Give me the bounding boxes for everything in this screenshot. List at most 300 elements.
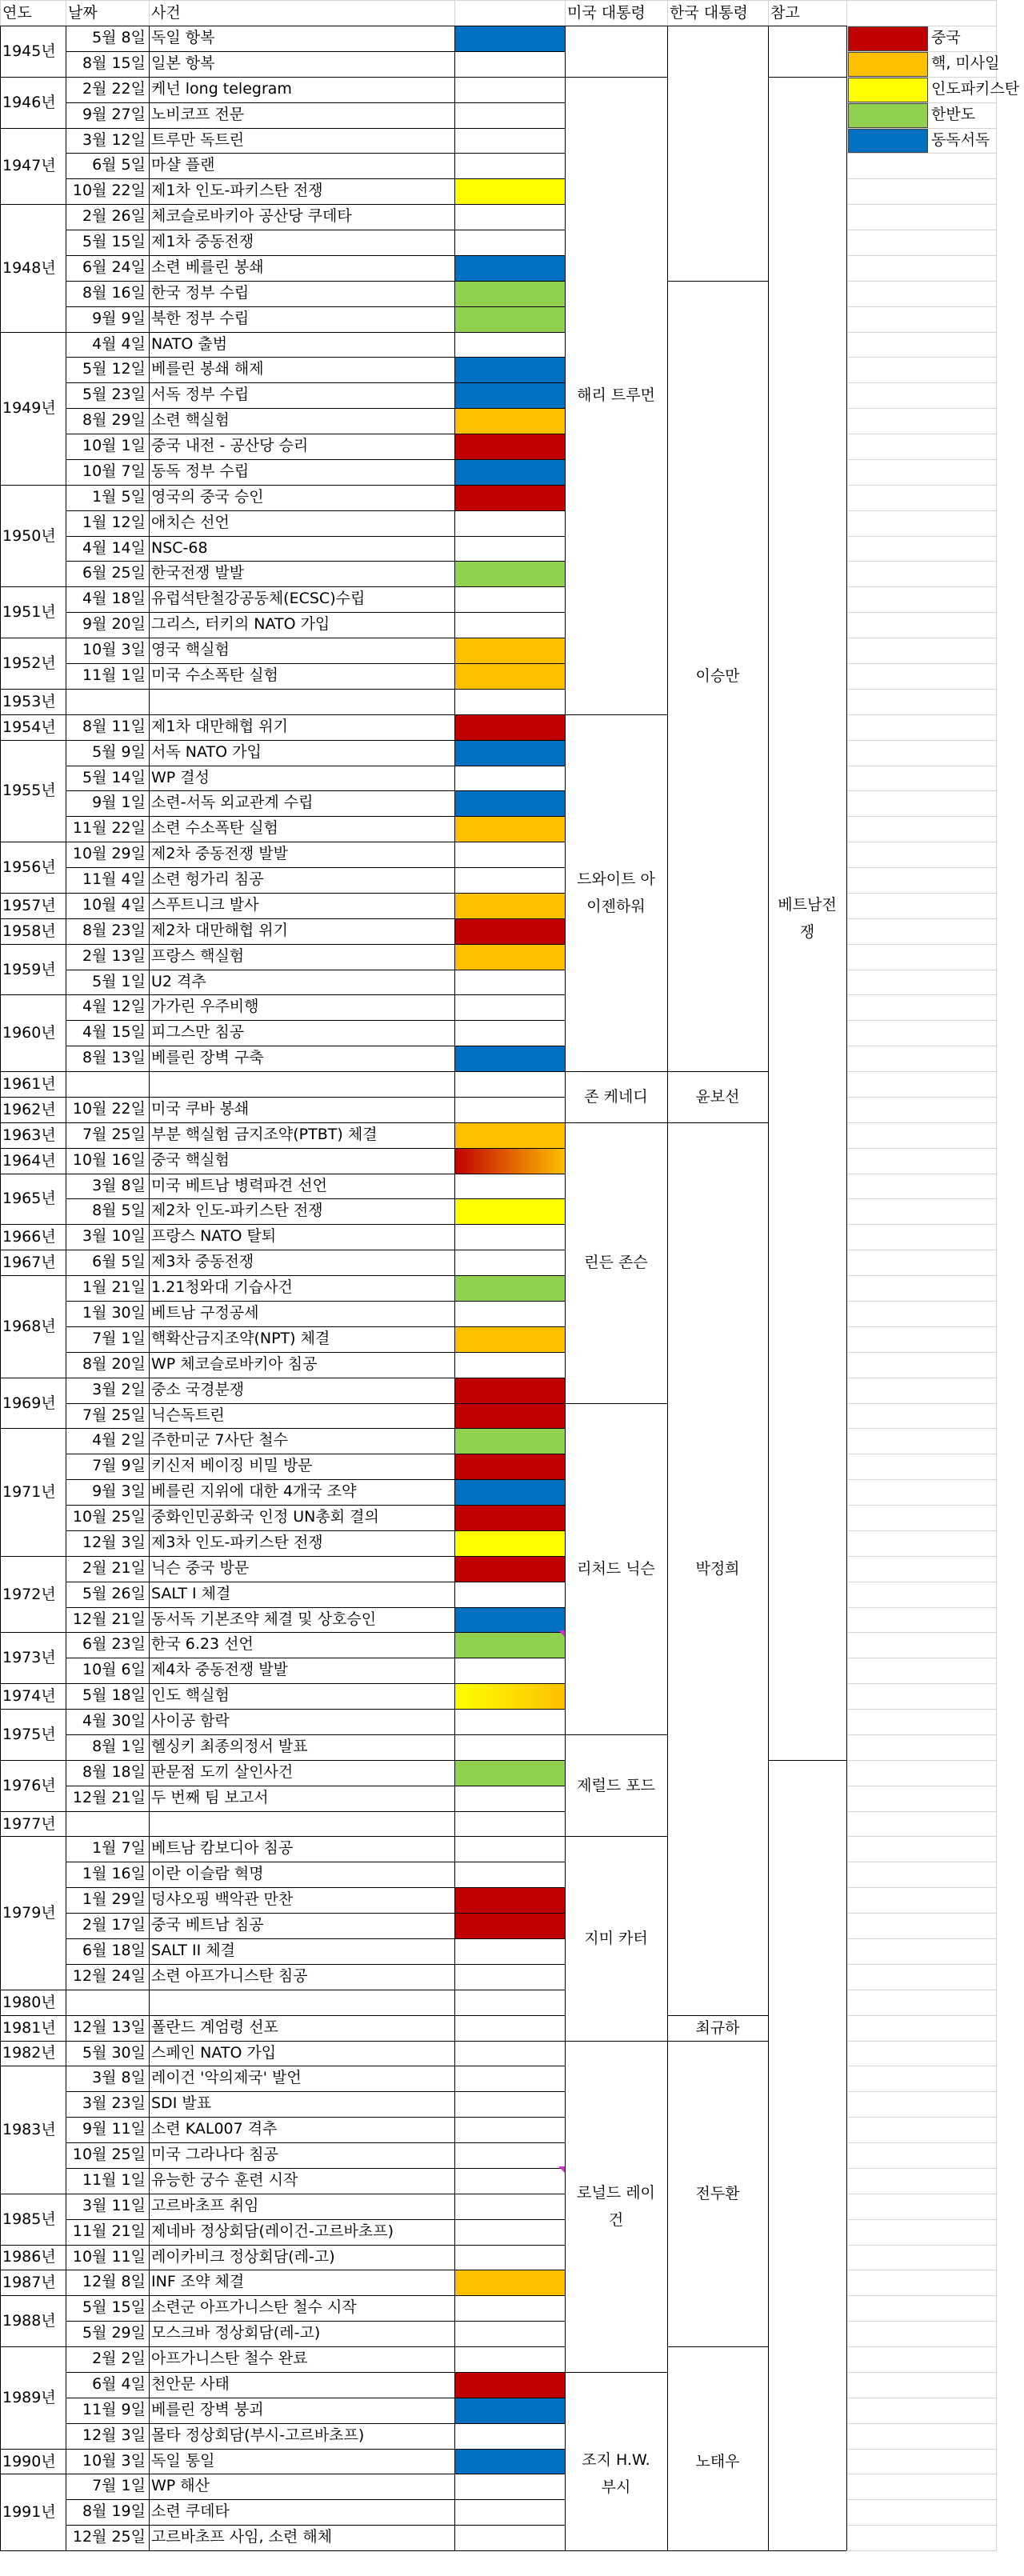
date-cell[interactable]: 3월 11일 [82, 2196, 146, 2214]
category-color-cell[interactable] [454, 1020, 565, 1046]
category-color-cell[interactable] [454, 689, 565, 714]
event-cell[interactable]: 제네바 정상회담(레이건-고르바초프) [151, 2222, 394, 2240]
event-cell[interactable]: 프랑스 핵실험 [151, 946, 245, 965]
year-cell[interactable]: 1982년 [2, 2044, 56, 2062]
event-cell[interactable]: 미국 베트남 병력파견 선언 [151, 1176, 328, 1194]
year-cell[interactable]: 1986년 [2, 2248, 56, 2266]
year-cell[interactable]: 1965년 [2, 1190, 56, 1208]
comment-marker-icon[interactable] [558, 2166, 565, 2173]
year-cell[interactable]: 1966년 [2, 1228, 56, 1246]
year-cell[interactable]: 1983년 [2, 2121, 56, 2139]
date-cell[interactable]: 12월 21일 [72, 1610, 146, 1628]
date-cell[interactable]: 7월 1일 [92, 2477, 146, 2495]
date-cell[interactable]: 4월 12일 [82, 998, 146, 1016]
category-color-cell[interactable] [454, 2295, 565, 2321]
category-color-cell[interactable] [454, 740, 565, 766]
event-cell[interactable]: 고르바초프 취임 [151, 2196, 259, 2214]
category-color-cell[interactable] [454, 2091, 565, 2117]
year-cell[interactable]: 1946년 [2, 93, 56, 111]
category-color-cell[interactable] [454, 1530, 565, 1556]
event-cell[interactable]: 제2차 대만해협 위기 [151, 921, 288, 939]
date-cell[interactable]: 1월 5일 [92, 487, 146, 506]
category-color-cell[interactable] [454, 536, 565, 562]
date-cell[interactable]: 5월 1일 [92, 972, 146, 990]
event-cell[interactable]: 한국 6.23 선언 [151, 1635, 254, 1654]
year-cell[interactable]: 1952년 [2, 654, 56, 672]
category-color-cell[interactable] [454, 2142, 565, 2168]
kr-president-cell[interactable]: 윤보선 [695, 1087, 740, 1106]
event-cell[interactable]: 프랑스 NATO 탈퇴 [151, 1227, 277, 1246]
category-color-cell[interactable] [454, 357, 565, 382]
year-cell[interactable]: 1976년 [2, 1776, 56, 1794]
event-cell[interactable]: NATO 출범 [151, 334, 228, 353]
category-color-cell[interactable] [454, 2117, 565, 2142]
category-color-cell[interactable] [454, 1582, 565, 1607]
column-header-note[interactable]: 참고 [768, 0, 846, 26]
year-cell[interactable]: 1945년 [2, 42, 56, 60]
date-cell[interactable]: 1월 29일 [82, 1890, 146, 1909]
event-cell[interactable]: 제3차 중동전쟁 [151, 1253, 254, 1271]
category-color-cell[interactable] [454, 2449, 565, 2474]
date-cell[interactable]: 5월 14일 [82, 768, 146, 786]
event-cell[interactable]: 덩샤오핑 백악관 만찬 [151, 1890, 294, 1909]
event-cell[interactable]: 닉슨독트린 [151, 1406, 225, 1424]
event-cell[interactable]: 몰타 정상회담(부시-고르바초프) [151, 2426, 365, 2444]
date-cell[interactable]: 5월 15일 [82, 2298, 146, 2317]
date-cell[interactable]: 9월 11일 [82, 2120, 146, 2138]
event-cell[interactable]: 제3차 인도-파키스탄 전쟁 [151, 1533, 323, 1551]
date-cell[interactable]: 11월 1일 [82, 666, 146, 684]
date-cell[interactable]: 8월 11일 [82, 717, 146, 735]
note-cell[interactable] [768, 1760, 846, 2576]
category-color-cell[interactable] [454, 510, 565, 536]
category-color-cell[interactable] [454, 1352, 565, 1378]
category-color-cell[interactable] [454, 842, 565, 867]
date-cell[interactable]: 12월 3일 [82, 1533, 146, 1551]
date-cell[interactable]: 10월 3일 [82, 641, 146, 659]
event-cell[interactable]: 베를린 장벽 구축 [151, 1049, 264, 1067]
date-cell[interactable]: 5월 9일 [92, 742, 146, 761]
category-color-cell[interactable] [454, 1760, 565, 1786]
date-cell[interactable]: 7월 25일 [82, 1406, 146, 1424]
column-header-event[interactable]: 사건 [149, 0, 454, 26]
event-cell[interactable]: 소련 헝가리 침공 [151, 870, 264, 889]
category-color-cell[interactable] [454, 2372, 565, 2398]
category-color-cell[interactable] [454, 2015, 565, 2041]
category-color-cell[interactable] [454, 638, 565, 663]
category-color-cell[interactable] [454, 1786, 565, 1811]
event-cell[interactable]: 소련-서독 외교관계 수립 [151, 794, 314, 812]
event-cell[interactable]: 사이공 함락 [151, 1712, 230, 1730]
category-color-cell[interactable] [454, 204, 565, 230]
category-color-cell[interactable] [454, 612, 565, 638]
event-cell[interactable]: NSC-68 [151, 538, 208, 557]
event-cell[interactable]: 폴란드 계엄령 선포 [151, 2018, 278, 2036]
category-color-cell[interactable] [454, 1428, 565, 1454]
event-cell[interactable]: 소련 아프가니스탄 침공 [151, 1966, 308, 1985]
event-cell[interactable]: 중화인민공화국 인정 UN총회 결의 [151, 1508, 379, 1526]
date-cell[interactable]: 8월 23일 [82, 921, 146, 939]
date-cell[interactable] [66, 689, 149, 714]
event-cell[interactable]: 레이건 '악의제국' 발언 [151, 2069, 302, 2087]
event-cell[interactable]: 베를린 봉쇄 해제 [151, 360, 264, 378]
event-cell[interactable]: SALT I 체결 [151, 1584, 231, 1602]
date-cell[interactable]: 10월 6일 [82, 1661, 146, 1679]
year-cell[interactable]: 1990년 [2, 2452, 56, 2470]
category-color-cell[interactable] [454, 1709, 565, 1734]
category-color-cell[interactable] [454, 1479, 565, 1505]
date-cell[interactable]: 8월 16일 [82, 283, 146, 302]
date-cell[interactable]: 9월 9일 [92, 309, 146, 327]
category-color-cell[interactable] [454, 2041, 565, 2066]
date-cell[interactable]: 11월 9일 [82, 2400, 146, 2418]
date-cell[interactable]: 12월 25일 [72, 2528, 146, 2546]
event-cell[interactable]: 서독 NATO 가입 [151, 742, 262, 761]
date-cell[interactable]: 10월 3일 [82, 2451, 146, 2470]
kr-president-cell[interactable]: 노태우 [695, 2452, 740, 2470]
category-color-cell[interactable] [454, 2346, 565, 2372]
year-cell[interactable]: 1954년 [2, 718, 56, 736]
date-cell[interactable]: 10월 7일 [82, 462, 146, 480]
date-cell[interactable]: 10월 22일 [72, 1099, 146, 1118]
date-cell[interactable] [66, 1071, 149, 1097]
event-cell[interactable]: 트루만 독트린 [151, 130, 245, 149]
date-cell[interactable]: 8월 5일 [92, 1202, 146, 1220]
event-cell[interactable] [149, 1811, 454, 1837]
category-color-cell[interactable] [454, 77, 565, 102]
year-cell[interactable]: 1973년 [2, 1649, 56, 1667]
event-cell[interactable]: 중국 베트남 침공 [151, 1916, 264, 1934]
event-cell[interactable]: 영국의 중국 승인 [151, 487, 264, 506]
date-cell[interactable]: 2월 17일 [82, 1916, 146, 1934]
event-cell[interactable]: 제2차 인도-파키스탄 전쟁 [151, 1202, 323, 1220]
event-cell[interactable]: 한국전쟁 발발 [151, 564, 245, 582]
us-president-cell[interactable]: 존 케네디 [584, 1087, 648, 1106]
event-cell[interactable]: INF 조약 체결 [151, 2273, 245, 2291]
us-president-cell[interactable]: 지미 카터 [584, 1929, 648, 1947]
category-color-cell[interactable] [454, 1403, 565, 1429]
event-cell[interactable]: 베를린 장벽 붕괴 [151, 2400, 264, 2418]
category-color-cell[interactable] [454, 1632, 565, 1658]
date-cell[interactable]: 11월 21일 [72, 2222, 146, 2240]
category-color-cell[interactable] [454, 1556, 565, 1582]
year-cell[interactable]: 1948년 [2, 258, 56, 277]
category-color-cell[interactable] [454, 2474, 565, 2499]
date-cell[interactable]: 4월 18일 [82, 590, 146, 608]
event-cell[interactable]: 1.21청와대 기습사건 [151, 1278, 293, 1297]
event-cell[interactable]: 소련 KAL007 격추 [151, 2120, 278, 2138]
event-cell[interactable]: WP 결성 [151, 768, 210, 786]
year-cell[interactable]: 1947년 [2, 157, 56, 175]
event-cell[interactable]: 아프가니스탄 철수 완료 [151, 2350, 308, 2368]
note-cell[interactable] [768, 26, 846, 77]
column-header-kr_pres[interactable]: 한국 대통령 [667, 0, 768, 26]
event-cell[interactable]: 애치슨 선언 [151, 513, 230, 531]
category-color-cell[interactable] [454, 2194, 565, 2219]
date-cell[interactable]: 5월 23일 [82, 386, 146, 404]
event-cell[interactable]: 영국 핵실험 [151, 641, 230, 659]
date-cell[interactable]: 6월 5일 [92, 156, 146, 174]
category-color-cell[interactable] [454, 281, 565, 306]
event-cell[interactable]: 미국 수소폭탄 실험 [151, 666, 278, 684]
category-color-cell[interactable] [454, 1938, 565, 1964]
category-color-cell[interactable] [454, 1658, 565, 1683]
date-cell[interactable]: 9월 3일 [92, 1482, 146, 1501]
date-cell[interactable]: 9월 20일 [82, 615, 146, 634]
year-cell[interactable]: 1957년 [2, 896, 56, 914]
category-color-cell[interactable] [454, 1198, 565, 1224]
event-cell[interactable]: 그리스, 터키의 NATO 가입 [151, 615, 330, 634]
year-cell[interactable]: 1964년 [2, 1151, 56, 1170]
year-cell[interactable]: 1958년 [2, 922, 56, 940]
category-color-cell[interactable] [454, 1683, 565, 1709]
us-president-cell[interactable] [565, 26, 667, 77]
category-color-cell[interactable] [454, 1505, 565, 1530]
category-color-cell[interactable] [454, 102, 565, 128]
event-cell[interactable]: 스페인 NATO 가입 [151, 2043, 277, 2062]
year-cell[interactable]: 1968년 [2, 1317, 56, 1335]
event-cell[interactable]: 가가린 우주비행 [151, 998, 259, 1016]
date-cell[interactable]: 3월 8일 [92, 2069, 146, 2087]
event-cell[interactable]: 고르바초프 사임, 소련 해체 [151, 2528, 333, 2546]
category-color-cell[interactable] [454, 332, 565, 358]
kr-president-cell[interactable]: 이승만 [695, 666, 740, 685]
date-cell[interactable]: 1월 7일 [92, 1839, 146, 1858]
event-cell[interactable]: 소련 베를린 봉쇄 [151, 258, 264, 276]
event-cell[interactable]: 소련 수소폭탄 실험 [151, 819, 278, 838]
year-cell[interactable]: 1961년 [2, 1075, 56, 1094]
event-cell[interactable]: 제1차 대만해협 위기 [151, 717, 288, 735]
year-cell[interactable]: 1971년 [2, 1483, 56, 1502]
date-cell[interactable]: 4월 4일 [92, 334, 146, 353]
date-cell[interactable]: 10월 4일 [82, 895, 146, 914]
category-color-cell[interactable] [454, 1887, 565, 1913]
event-cell[interactable]: 소련 쿠데타 [151, 2502, 230, 2521]
category-color-cell[interactable] [454, 1913, 565, 1938]
event-cell[interactable]: 미국 그라나다 침공 [151, 2146, 278, 2164]
category-color-cell[interactable] [454, 408, 565, 434]
event-cell[interactable]: U2 격추 [151, 972, 206, 990]
date-cell[interactable]: 10월 29일 [72, 845, 146, 863]
us-president-cell[interactable]: 조지 H.W. 부시 [582, 2451, 650, 2497]
kr-president-cell[interactable]: 전두환 [695, 2184, 740, 2202]
year-cell[interactable]: 1959년 [2, 960, 56, 978]
category-color-cell[interactable] [454, 306, 565, 332]
category-color-cell[interactable] [454, 485, 565, 510]
date-cell[interactable]: 5월 29일 [82, 2324, 146, 2342]
category-color-cell[interactable] [454, 1224, 565, 1250]
date-cell[interactable]: 5월 30일 [82, 2043, 146, 2062]
category-color-cell[interactable] [454, 2245, 565, 2270]
event-cell[interactable]: 북한 정부 수립 [151, 309, 250, 327]
event-cell[interactable]: 중소 국경분쟁 [151, 1380, 245, 1398]
date-cell[interactable]: 7월 9일 [92, 1457, 146, 1475]
us-president-cell[interactable]: 드와이트 아이젠하워 [577, 870, 655, 915]
date-cell[interactable]: 8월 15일 [82, 54, 146, 72]
date-cell[interactable]: 10월 11일 [72, 2247, 146, 2266]
event-cell[interactable]: 베트남 캄보디아 침공 [151, 1839, 294, 1858]
event-cell[interactable]: 독일 통일 [151, 2451, 215, 2470]
kr-president-cell[interactable]: 최규하 [695, 2018, 740, 2037]
category-color-cell[interactable] [454, 2066, 565, 2091]
category-color-cell[interactable] [454, 1378, 565, 1403]
date-cell[interactable]: 3월 12일 [82, 130, 146, 149]
year-cell[interactable]: 1975년 [2, 1725, 56, 1743]
date-cell[interactable]: 8월 20일 [82, 1354, 146, 1373]
event-cell[interactable]: 헬싱키 최종의정서 발표 [151, 1737, 308, 1755]
date-cell[interactable]: 6월 4일 [92, 2374, 146, 2393]
date-cell[interactable]: 5월 12일 [82, 360, 146, 378]
year-cell[interactable]: 1967년 [2, 1254, 56, 1272]
date-cell[interactable]: 3월 23일 [82, 2094, 146, 2113]
date-cell[interactable]: 2월 21일 [82, 1558, 146, 1577]
category-color-cell[interactable] [454, 1607, 565, 1633]
year-cell[interactable]: 1985년 [2, 2210, 56, 2228]
event-cell[interactable]: 중국 핵실험 [151, 1150, 230, 1169]
year-cell[interactable]: 1977년 [2, 1814, 56, 1833]
date-cell[interactable]: 11월 1일 [82, 2170, 146, 2189]
category-color-cell[interactable] [454, 1148, 565, 1174]
year-cell[interactable]: 1988년 [2, 2312, 56, 2330]
year-cell[interactable]: 1987년 [2, 2274, 56, 2292]
event-cell[interactable]: 제1차 중동전쟁 [151, 233, 254, 251]
date-cell[interactable]: 5월 8일 [92, 29, 146, 46]
year-cell[interactable]: 1991년 [2, 2503, 56, 2522]
date-cell[interactable]: 12월 21일 [72, 1788, 146, 1806]
event-cell[interactable]: 제4차 중동전쟁 발발 [151, 1661, 288, 1679]
event-cell[interactable]: 한국 정부 수립 [151, 283, 250, 302]
date-cell[interactable]: 3월 10일 [82, 1227, 146, 1246]
event-cell[interactable]: 판문점 도끼 살인사건 [151, 1762, 294, 1781]
date-cell[interactable]: 6월 5일 [92, 1253, 146, 1271]
category-color-cell[interactable] [454, 128, 565, 154]
category-color-cell[interactable] [454, 816, 565, 842]
category-color-cell[interactable] [454, 2321, 565, 2346]
year-cell[interactable]: 1950년 [2, 526, 56, 545]
category-color-cell[interactable] [454, 1046, 565, 1071]
date-cell[interactable]: 1월 16일 [82, 1865, 146, 1883]
year-cell[interactable]: 1979년 [2, 1904, 56, 1922]
event-cell[interactable]: WP 해산 [151, 2477, 210, 2495]
event-cell[interactable] [149, 1990, 454, 2015]
category-color-cell[interactable] [454, 790, 565, 816]
us-president-cell[interactable]: 해리 트루먼 [577, 386, 655, 405]
event-cell[interactable]: 서독 정부 수립 [151, 386, 250, 404]
date-cell[interactable]: 2월 26일 [82, 207, 146, 226]
year-cell[interactable]: 1949년 [2, 399, 56, 418]
category-color-cell[interactable] [454, 2270, 565, 2295]
event-cell[interactable]: 베트남 구정공세 [151, 1304, 259, 1322]
date-cell[interactable]: 4월 14일 [82, 538, 146, 557]
event-cell[interactable]: WP 체코슬로바키아 침공 [151, 1354, 318, 1373]
event-cell[interactable]: 제1차 인도-파키스탄 전쟁 [151, 182, 323, 200]
category-color-cell[interactable] [454, 2499, 565, 2525]
event-cell[interactable]: 이란 이슬람 혁명 [151, 1865, 264, 1883]
year-cell[interactable]: 1956년 [2, 858, 56, 877]
date-cell[interactable]: 8월 1일 [92, 1737, 146, 1755]
event-cell[interactable]: SDI 발표 [151, 2094, 212, 2113]
category-color-cell[interactable] [454, 867, 565, 893]
event-cell[interactable]: 체코슬로바키아 공산당 쿠데타 [151, 207, 352, 226]
date-cell[interactable]: 5월 15일 [82, 233, 146, 251]
category-color-cell[interactable] [454, 51, 565, 77]
category-color-cell[interactable] [454, 2525, 565, 2550]
year-cell[interactable]: 1960년 [2, 1024, 56, 1042]
year-cell[interactable]: 1981년 [2, 2018, 56, 2037]
us-president-cell[interactable]: 린든 존슨 [584, 1254, 648, 1272]
year-cell[interactable]: 1962년 [2, 1100, 56, 1118]
date-cell[interactable]: 11월 22일 [72, 819, 146, 838]
category-color-cell[interactable] [454, 994, 565, 1020]
note-cell[interactable]: 베트남전쟁 [778, 895, 837, 941]
date-cell[interactable]: 5월 18일 [82, 1686, 146, 1705]
event-cell[interactable]: 유능한 궁수 훈련 시작 [151, 2170, 298, 2189]
event-cell[interactable]: 부분 핵실험 금지조약(PTBT) 체결 [151, 1125, 378, 1143]
event-cell[interactable]: 천안문 사태 [151, 2374, 230, 2393]
category-color-cell[interactable] [454, 1174, 565, 1199]
category-color-cell[interactable] [454, 714, 565, 740]
us-president-cell[interactable]: 리처드 닉슨 [577, 1559, 655, 1578]
event-cell[interactable]: 스푸트니크 발사 [151, 895, 259, 914]
event-cell[interactable]: 베를린 지위에 대한 4개국 조약 [151, 1482, 357, 1501]
category-color-cell[interactable] [454, 459, 565, 485]
column-header-date[interactable]: 날짜 [66, 0, 149, 26]
category-color-cell[interactable] [454, 1454, 565, 1479]
us-president-cell[interactable]: 제럴드 포드 [577, 1776, 655, 1794]
year-cell[interactable]: 1955년 [2, 782, 56, 800]
date-cell[interactable]: 3월 2일 [92, 1380, 146, 1398]
event-cell[interactable]: 중국 내전 - 공산당 승리 [151, 437, 309, 455]
category-color-cell[interactable] [454, 1990, 565, 2015]
column-header-year[interactable]: 연도 [0, 0, 66, 26]
date-cell[interactable]: 8월 13일 [82, 1049, 146, 1067]
event-cell[interactable]: 주한미군 7사단 철수 [151, 1431, 288, 1450]
event-cell[interactable]: 유럽석탄철강공동체(ECSC)수립 [151, 590, 366, 608]
category-color-cell[interactable] [454, 230, 565, 255]
year-cell[interactable]: 1953년 [2, 692, 56, 710]
date-cell[interactable]: 10월 25일 [72, 2146, 146, 2164]
date-cell[interactable]: 12월 24일 [72, 1966, 146, 1985]
date-cell[interactable]: 9월 27일 [82, 105, 146, 123]
event-cell[interactable]: 케넌 long telegram [151, 79, 292, 98]
event-cell[interactable] [149, 689, 454, 714]
year-cell[interactable]: 1969년 [2, 1394, 56, 1412]
date-cell[interactable]: 12월 8일 [82, 2273, 146, 2291]
category-color-cell[interactable] [454, 1275, 565, 1301]
date-cell[interactable]: 4월 2일 [92, 1431, 146, 1450]
kr-president-cell[interactable]: 박정희 [695, 1559, 740, 1578]
category-color-cell[interactable] [454, 178, 565, 204]
category-color-cell[interactable] [454, 2398, 565, 2423]
date-cell[interactable]: 10월 16일 [72, 1150, 146, 1169]
date-cell[interactable] [66, 1990, 149, 2015]
category-color-cell[interactable] [454, 1301, 565, 1326]
category-color-cell[interactable] [454, 434, 565, 459]
year-cell[interactable]: 1974년 [2, 1687, 56, 1706]
date-cell[interactable]: 2월 22일 [82, 79, 146, 98]
date-cell[interactable]: 6월 23일 [82, 1635, 146, 1654]
category-color-cell[interactable] [454, 2219, 565, 2245]
kr-president-cell[interactable] [667, 26, 768, 281]
event-cell[interactable]: 닉슨 중국 방문 [151, 1558, 250, 1577]
date-cell[interactable]: 7월 1일 [92, 1329, 146, 1347]
date-cell[interactable]: 1월 21일 [82, 1278, 146, 1297]
category-color-cell[interactable] [454, 1862, 565, 1887]
category-color-cell[interactable] [454, 255, 565, 281]
column-header-us_pres[interactable]: 미국 대통령 [565, 0, 667, 26]
category-color-cell[interactable] [454, 2423, 565, 2449]
date-cell[interactable]: 11월 4일 [82, 870, 146, 889]
